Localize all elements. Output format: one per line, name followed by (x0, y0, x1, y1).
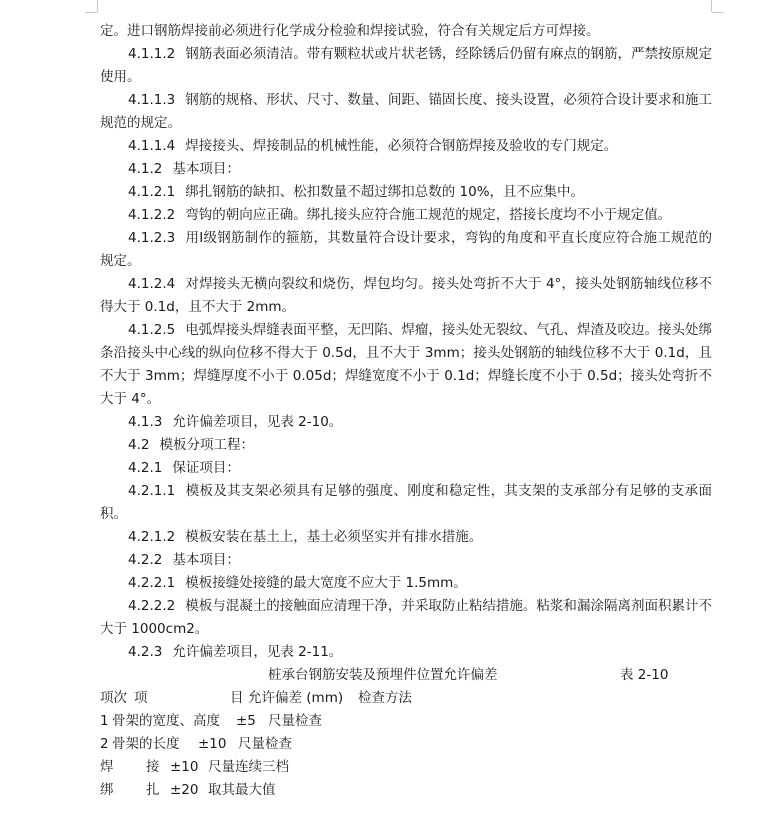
table-title: 桩承台钢筋安装及预埋件位置允许偏差 (268, 667, 498, 683)
margin-corner-mark (97, 0, 98, 12)
table-cell: 绑 (100, 782, 114, 798)
paragraph-text: 电弧焊接头焊缝表面平整，无凹陷、焊瘤，接头处无裂纹、气孔、焊渣及咬边。接头处绑条沿接头中心线的纵向位移不得大于 0.5d，且不大于 3mm；接头处钢筋的轴线位移不大于 0.1d，且不大于 3mm；焊缝厚度不小于 0.05d；焊缝宽度不小于 0.1d；焊缝长度不小于 0.5d；接头处弯折不大于 4°。 (100, 322, 712, 407)
body-paragraph (100, 319, 712, 411)
paragraph-text: 基本项目： (172, 161, 240, 177)
document-body (100, 20, 712, 802)
paragraph-text: 绑扎钢筋的缺扣、松扣数量不超过绑扣总数的 10%，且不应集中。 (185, 184, 585, 200)
body-paragraph (100, 526, 712, 549)
table-cell: ±20 (170, 782, 199, 798)
body-paragraph (100, 549, 712, 572)
body-paragraph (100, 595, 712, 641)
body-paragraph (100, 273, 712, 319)
body-paragraph (100, 158, 712, 181)
body-paragraph (100, 457, 712, 480)
body-paragraph (100, 20, 712, 43)
table-cell: 尺量连续三档 (208, 759, 289, 775)
body-paragraph (100, 641, 712, 664)
table-header-cell: 项 (134, 690, 148, 706)
table-row (100, 779, 712, 802)
paragraph-text: 模板与混凝土的接触面应清理干净，并采取防止粘结措施。粘浆和漏涂隔离剂面积累计不大于 1000cm2。 (100, 598, 712, 637)
table-header-row (100, 687, 712, 710)
body-paragraph (100, 434, 712, 457)
section-number: 4.2.1.1 (128, 483, 176, 499)
body-paragraph (100, 204, 712, 227)
table-cell: 骨架的宽度、高度 (112, 713, 220, 729)
paragraph-text: 模板分项工程： (159, 437, 254, 453)
section-number: 4.1.2.3 (128, 230, 176, 246)
table-cell: 扎 (146, 782, 160, 798)
section-number: 4.1.3 (128, 414, 163, 430)
margin-corner-mark (711, 0, 712, 12)
table-cell: 1 (100, 713, 109, 729)
table-row (100, 710, 712, 733)
section-number: 4.1.1.3 (128, 92, 176, 108)
paragraph-text: 模板及其支架必须具有足够的强度、刚度和稳定性，其支架的支承部分有足够的支承面积。 (100, 483, 712, 522)
paragraph-list (100, 20, 712, 664)
table-cell: 焊 (100, 759, 114, 775)
paragraph-text: 允许偏差项目，见表 2-11。 (172, 644, 343, 660)
section-number: 4.2.2 (128, 552, 163, 568)
table-caption (100, 664, 712, 687)
section-number: 4.2.3 (128, 644, 163, 660)
paragraph-text: 模板接缝处接缝的最大宽度不应大于 1.5mm。 (185, 575, 467, 591)
section-number: 4.2.2.1 (128, 575, 176, 591)
paragraph-text: 用Ⅰ级钢筋制作的箍筋，其数量符合设计要求，弯钩的角度和平直长度应符合施工规范的规定。 (100, 230, 712, 269)
table-row (100, 733, 712, 756)
paragraph-text: 钢筋表面必须清洁。带有颗粒状或片状老锈，经除锈后仍留有麻点的钢筋，严禁按原规定使用。 (100, 46, 712, 85)
paragraph-text: 保证项目： (172, 460, 240, 476)
table-cell: 取其最大值 (208, 782, 276, 798)
body-paragraph (100, 411, 712, 434)
table-cell: 骨架的长度 (112, 736, 180, 752)
paragraph-text: 模板安装在基土上，基土必须坚实并有排水措施。 (185, 529, 483, 545)
table-cell: ±10 (170, 759, 199, 775)
section-number: 4.1.2.2 (128, 207, 176, 223)
section-number: 4.2 (128, 437, 150, 453)
table-header-cell: 检查方法 (358, 690, 412, 706)
table-cell: ±10 (198, 736, 227, 752)
body-paragraph (100, 227, 712, 273)
table-cell: 接 (146, 759, 160, 775)
table-cell: 尺量检查 (238, 736, 292, 752)
body-paragraph (100, 181, 712, 204)
section-number: 4.1.2.5 (128, 322, 176, 338)
section-number: 4.1.1.4 (128, 138, 176, 154)
table-cell: 2 (100, 736, 109, 752)
section-number: 4.1.2 (128, 161, 163, 177)
paragraph-text: 对焊接头无横向裂纹和烧伤，焊包均匀。接头处弯折不大于 4°，接头处钢筋轴线位移不得大于 0.1d，且不大于 2mm。 (100, 276, 712, 315)
table-header-cell: 项次 (100, 690, 127, 706)
body-paragraph (100, 572, 712, 595)
paragraph-text: 弯钩的朝向应正确。绑扎接头应符合施工规范的规定，搭接长度均不小于规定值。 (185, 207, 672, 223)
section-number: 4.2.1.2 (128, 529, 176, 545)
paragraph-text: 允许偏差项目，见表 2-10。 (172, 414, 343, 430)
section-number: 4.1.1.2 (128, 46, 176, 62)
table-cell: ±5 (236, 713, 256, 729)
table-header-cell: 允许偏差 (mm) (248, 690, 344, 706)
table-number: 表 2-10 (620, 667, 669, 683)
paragraph-text: 焊接接头、焊接制品的机械性能，必须符合钢筋焊接及验收的专门规定。 (185, 138, 618, 154)
table-row (100, 756, 712, 779)
paragraph-text: 基本项目： (172, 552, 240, 568)
table-header-cell: 目 (230, 690, 244, 706)
section-number: 4.2.1 (128, 460, 163, 476)
body-paragraph (100, 89, 712, 135)
paragraph-text: 定。进口钢筋焊接前必须进行化学成分检验和焊接试验，符合有关规定后方可焊接。 (100, 23, 600, 39)
table-cell: 尺量检查 (268, 713, 322, 729)
margin-corner-mark (85, 12, 97, 13)
body-paragraph (100, 43, 712, 89)
body-paragraph (100, 480, 712, 526)
section-number: 4.2.2.2 (128, 598, 176, 614)
margin-corner-mark (712, 12, 724, 13)
paragraph-text: 钢筋的规格、形状、尺寸、数量、间距、锚固长度、接头设置，必须符合设计要求和施工规范的规定。 (100, 92, 712, 131)
section-number: 4.1.2.1 (128, 184, 176, 200)
body-paragraph (100, 135, 712, 158)
section-number: 4.1.2.4 (128, 276, 176, 292)
